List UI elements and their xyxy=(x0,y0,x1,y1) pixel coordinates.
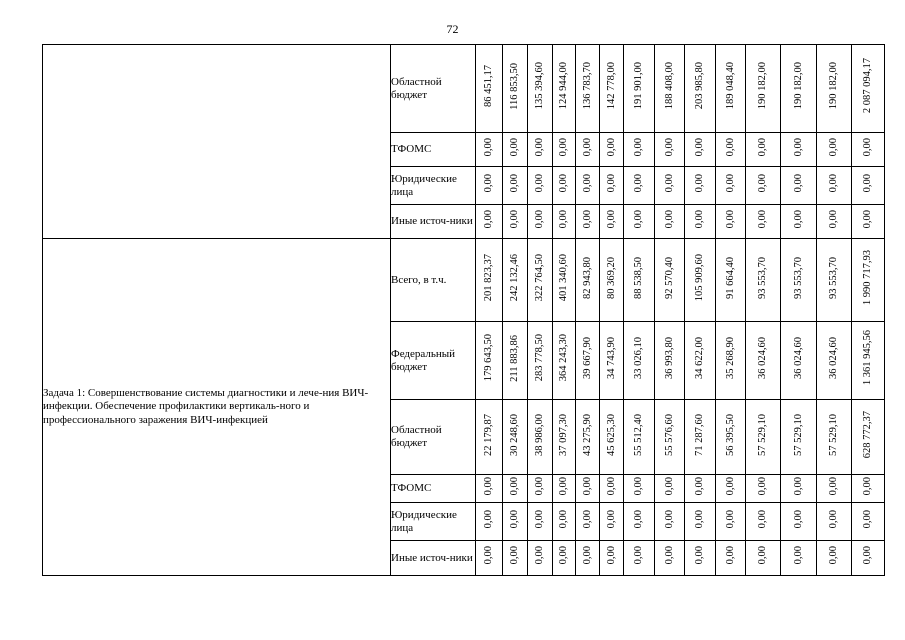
funding-source-label: Юридические лица xyxy=(391,167,476,205)
value-cell: 283 778,50 xyxy=(528,322,553,400)
funding-source-label: ТФОМС xyxy=(391,133,476,167)
value-cell: 135 394,60 xyxy=(528,45,553,133)
value-cell: 0,00 xyxy=(600,205,624,239)
value-cell: 0,00 xyxy=(655,541,685,576)
value-cell: 0,00 xyxy=(528,475,553,503)
value-cell: 0,00 xyxy=(528,133,553,167)
value-cell: 0,00 xyxy=(716,503,746,541)
funding-source-label: Иные источ-ники xyxy=(391,205,476,239)
value-cell: 0,00 xyxy=(576,475,600,503)
value-cell: 0,00 xyxy=(655,167,685,205)
value-cell: 0,00 xyxy=(817,541,852,576)
value-cell: 0,00 xyxy=(503,541,528,576)
value-cell-total: 1 990 717,93 xyxy=(852,239,885,322)
value-cell-total: 2 087 094,17 xyxy=(852,45,885,133)
value-cell: 36 024,60 xyxy=(746,322,781,400)
value-cell: 43 275,90 xyxy=(576,400,600,475)
value-cell: 0,00 xyxy=(716,205,746,239)
value-cell: 188 408,00 xyxy=(655,45,685,133)
value-cell: 0,00 xyxy=(553,541,576,576)
funding-source-label: Иные источ-ники xyxy=(391,541,476,576)
value-cell: 39 667,90 xyxy=(576,322,600,400)
value-cell: 0,00 xyxy=(576,205,600,239)
value-cell: 116 853,50 xyxy=(503,45,528,133)
value-cell: 34 743,90 xyxy=(600,322,624,400)
value-cell-total: 1 361 945,56 xyxy=(852,322,885,400)
value-cell: 0,00 xyxy=(503,167,528,205)
value-cell: 0,00 xyxy=(716,133,746,167)
funding-source-label: Всего, в т.ч. xyxy=(391,239,476,322)
value-cell: 0,00 xyxy=(528,503,553,541)
value-cell: 82 943,80 xyxy=(576,239,600,322)
value-cell: 0,00 xyxy=(716,167,746,205)
value-cell: 0,00 xyxy=(624,503,655,541)
value-cell-total: 0,00 xyxy=(852,541,885,576)
value-cell: 124 944,00 xyxy=(553,45,576,133)
value-cell-total: 0,00 xyxy=(852,205,885,239)
value-cell: 92 570,40 xyxy=(655,239,685,322)
value-cell: 105 909,60 xyxy=(685,239,716,322)
funding-table xyxy=(42,44,885,576)
value-cell: 0,00 xyxy=(781,205,817,239)
value-cell: 0,00 xyxy=(624,205,655,239)
value-cell: 57 529,10 xyxy=(746,400,781,475)
value-cell: 0,00 xyxy=(476,541,503,576)
value-cell: 0,00 xyxy=(503,503,528,541)
funding-source-label: Федеральный бюджет xyxy=(391,322,476,400)
value-cell-total: 628 772,37 xyxy=(852,400,885,475)
value-cell: 0,00 xyxy=(576,541,600,576)
value-cell: 0,00 xyxy=(817,503,852,541)
value-cell: 0,00 xyxy=(817,167,852,205)
value-cell: 0,00 xyxy=(624,541,655,576)
value-cell: 55 576,60 xyxy=(655,400,685,475)
value-cell: 0,00 xyxy=(553,503,576,541)
value-cell: 0,00 xyxy=(576,167,600,205)
value-cell: 136 783,70 xyxy=(576,45,600,133)
value-cell: 0,00 xyxy=(528,541,553,576)
funding-source-label: ТФОМС xyxy=(391,475,476,503)
value-cell: 37 097,30 xyxy=(553,400,576,475)
value-cell: 0,00 xyxy=(746,133,781,167)
value-cell: 0,00 xyxy=(528,167,553,205)
value-cell: 0,00 xyxy=(600,167,624,205)
value-cell: 91 664,40 xyxy=(716,239,746,322)
value-cell: 190 182,00 xyxy=(817,45,852,133)
value-cell: 0,00 xyxy=(503,205,528,239)
task-description: Задача 1: Совершенствование системы диагностики и лече-ния ВИЧ-инфекции. Обеспечение профилактики вертикаль-ного и профессионального заражения ВИЧ-инфекцией xyxy=(43,239,391,576)
value-cell: 0,00 xyxy=(624,133,655,167)
value-cell: 189 048,40 xyxy=(716,45,746,133)
value-cell: 203 985,80 xyxy=(685,45,716,133)
value-cell: 0,00 xyxy=(576,133,600,167)
value-cell: 0,00 xyxy=(600,503,624,541)
value-cell: 322 764,50 xyxy=(528,239,553,322)
value-cell: 0,00 xyxy=(716,541,746,576)
value-cell-total: 0,00 xyxy=(852,503,885,541)
value-cell: 0,00 xyxy=(476,475,503,503)
value-cell: 0,00 xyxy=(553,205,576,239)
value-cell: 0,00 xyxy=(553,167,576,205)
value-cell-total: 0,00 xyxy=(852,475,885,503)
value-cell: 0,00 xyxy=(746,503,781,541)
value-cell: 0,00 xyxy=(781,133,817,167)
value-cell: 0,00 xyxy=(781,475,817,503)
value-cell: 0,00 xyxy=(685,167,716,205)
value-cell: 0,00 xyxy=(476,133,503,167)
value-cell: 0,00 xyxy=(553,475,576,503)
value-cell: 22 179,87 xyxy=(476,400,503,475)
value-cell: 71 287,60 xyxy=(685,400,716,475)
value-cell: 0,00 xyxy=(781,503,817,541)
value-cell: 201 823,37 xyxy=(476,239,503,322)
funding-source-label: Областной бюджет xyxy=(391,400,476,475)
value-cell: 0,00 xyxy=(817,133,852,167)
value-cell: 0,00 xyxy=(655,133,685,167)
value-cell: 57 529,10 xyxy=(817,400,852,475)
value-cell: 0,00 xyxy=(685,205,716,239)
value-cell: 0,00 xyxy=(817,205,852,239)
value-cell: 80 369,20 xyxy=(600,239,624,322)
value-cell: 55 512,40 xyxy=(624,400,655,475)
value-cell: 0,00 xyxy=(655,475,685,503)
value-cell: 36 024,60 xyxy=(781,322,817,400)
value-cell: 56 395,50 xyxy=(716,400,746,475)
value-cell: 35 268,90 xyxy=(716,322,746,400)
value-cell: 0,00 xyxy=(685,133,716,167)
task-cell-continuation xyxy=(43,45,391,239)
value-cell: 33 026,10 xyxy=(624,322,655,400)
value-cell: 0,00 xyxy=(685,475,716,503)
value-cell: 0,00 xyxy=(600,133,624,167)
value-cell: 93 553,70 xyxy=(746,239,781,322)
value-cell: 0,00 xyxy=(781,167,817,205)
value-cell: 36 024,60 xyxy=(817,322,852,400)
value-cell-total: 0,00 xyxy=(852,133,885,167)
page-number: 72 xyxy=(446,22,459,36)
value-cell: 0,00 xyxy=(716,475,746,503)
value-cell: 0,00 xyxy=(746,475,781,503)
value-cell: 0,00 xyxy=(600,541,624,576)
value-cell: 45 625,30 xyxy=(600,400,624,475)
value-cell: 0,00 xyxy=(685,503,716,541)
value-cell: 0,00 xyxy=(476,167,503,205)
value-cell: 142 778,00 xyxy=(600,45,624,133)
value-cell: 191 901,00 xyxy=(624,45,655,133)
value-cell: 0,00 xyxy=(528,205,553,239)
value-cell: 0,00 xyxy=(624,167,655,205)
value-cell: 0,00 xyxy=(553,133,576,167)
value-cell: 0,00 xyxy=(746,167,781,205)
value-cell: 93 553,70 xyxy=(817,239,852,322)
value-cell: 93 553,70 xyxy=(781,239,817,322)
table-row xyxy=(43,45,885,133)
value-cell: 0,00 xyxy=(655,205,685,239)
value-cell-total: 0,00 xyxy=(852,167,885,205)
value-cell: 0,00 xyxy=(600,475,624,503)
value-cell: 38 986,00 xyxy=(528,400,553,475)
value-cell: 190 182,00 xyxy=(746,45,781,133)
value-cell: 0,00 xyxy=(576,503,600,541)
value-cell: 34 622,00 xyxy=(685,322,716,400)
value-cell: 0,00 xyxy=(655,503,685,541)
value-cell: 179 643,50 xyxy=(476,322,503,400)
value-cell: 36 993,80 xyxy=(655,322,685,400)
value-cell: 0,00 xyxy=(503,475,528,503)
value-cell: 0,00 xyxy=(503,133,528,167)
table-row xyxy=(43,239,885,322)
value-cell: 0,00 xyxy=(476,205,503,239)
value-cell: 0,00 xyxy=(817,475,852,503)
funding-source-label: Юридические лица xyxy=(391,503,476,541)
value-cell: 30 248,60 xyxy=(503,400,528,475)
value-cell: 364 243,30 xyxy=(553,322,576,400)
value-cell: 0,00 xyxy=(624,475,655,503)
value-cell: 0,00 xyxy=(746,205,781,239)
value-cell: 0,00 xyxy=(476,503,503,541)
value-cell: 0,00 xyxy=(685,541,716,576)
value-cell: 57 529,10 xyxy=(781,400,817,475)
funding-source-label: Областной бюджет xyxy=(391,45,476,133)
value-cell: 242 132,46 xyxy=(503,239,528,322)
value-cell: 211 883,86 xyxy=(503,322,528,400)
value-cell: 190 182,00 xyxy=(781,45,817,133)
value-cell: 88 538,50 xyxy=(624,239,655,322)
value-cell: 401 340,60 xyxy=(553,239,576,322)
value-cell: 0,00 xyxy=(781,541,817,576)
value-cell: 0,00 xyxy=(746,541,781,576)
value-cell: 86 451,17 xyxy=(476,45,503,133)
